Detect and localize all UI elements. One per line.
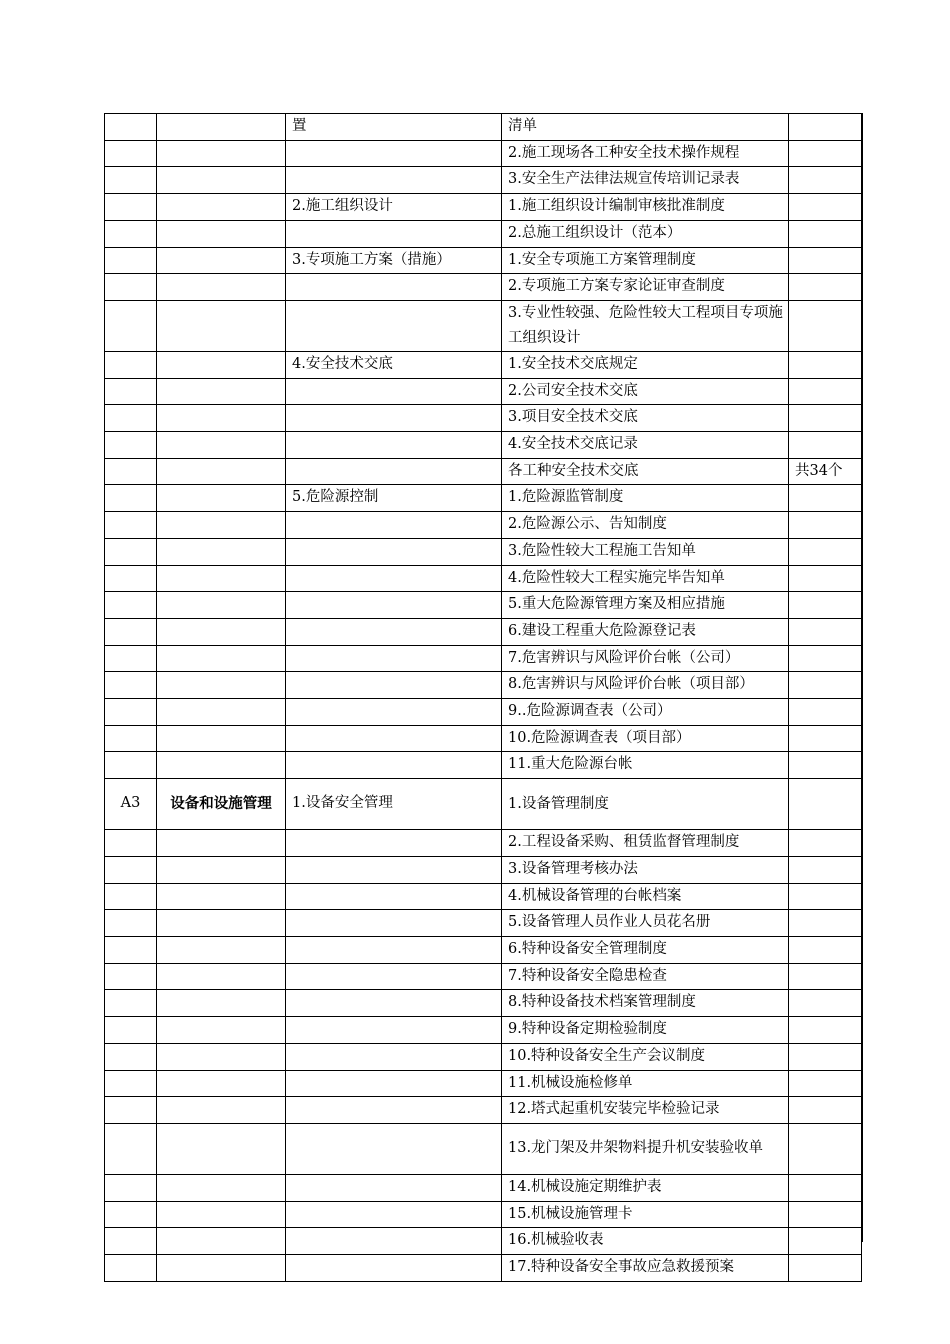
section-code-cell — [105, 220, 157, 247]
section-title-cell — [157, 752, 286, 779]
document-list-cell: 11.重大危险源台帐 — [502, 752, 789, 779]
remark-cell — [789, 1228, 862, 1255]
table-row — [105, 990, 862, 1017]
item-cell — [286, 274, 502, 301]
remark-cell — [789, 274, 862, 301]
table-row — [105, 167, 862, 194]
remark-cell — [789, 538, 862, 565]
document-list-cell: 3.项目安全技术交底 — [502, 405, 789, 432]
section-code-cell — [105, 167, 157, 194]
item-cell — [286, 405, 502, 432]
section-title-cell — [157, 565, 286, 592]
section-code-cell — [105, 672, 157, 699]
document-list-cell: 13.龙门架及井架物料提升机安装验收单 — [502, 1123, 789, 1174]
section-title-cell — [157, 1174, 286, 1201]
section-title-cell — [157, 1123, 286, 1174]
remark-cell — [789, 963, 862, 990]
remark-cell — [789, 910, 862, 937]
table-row — [105, 565, 862, 592]
remark-cell — [789, 752, 862, 779]
document-list-cell: 3.安全生产法律法规宣传培训记录表 — [502, 167, 789, 194]
section-code-cell — [105, 1174, 157, 1201]
section-title-cell — [157, 432, 286, 459]
item-cell — [286, 220, 502, 247]
section-title-cell — [157, 351, 286, 378]
document-list-cell: 10.危险源调查表（项目部） — [502, 725, 789, 752]
document-list-cell: 2.施工现场各工种安全技术操作规程 — [502, 140, 789, 167]
section-code-cell — [105, 378, 157, 405]
table-row — [105, 779, 862, 830]
section-title-cell — [157, 672, 286, 699]
table-row — [105, 485, 862, 512]
table-row — [105, 1043, 862, 1070]
section-code-cell — [105, 247, 157, 274]
section-code-cell — [105, 592, 157, 619]
item-cell — [286, 1070, 502, 1097]
document-list-cell: 10.特种设备安全生产会议制度 — [502, 1043, 789, 1070]
document-list-cell: 7.危害辨识与风险评价台帐（公司） — [502, 645, 789, 672]
remark-cell — [789, 1097, 862, 1124]
item-cell — [286, 300, 502, 351]
item-cell — [286, 1228, 502, 1255]
section-code-cell — [105, 405, 157, 432]
item-cell — [286, 618, 502, 645]
document-list-cell: 1.安全专项施工方案管理制度 — [502, 247, 789, 274]
section-code-cell — [105, 1228, 157, 1255]
item-cell — [286, 645, 502, 672]
section-title-cell — [157, 1097, 286, 1124]
table-row — [105, 432, 862, 459]
section-code-cell — [105, 830, 157, 857]
section-code-cell — [105, 351, 157, 378]
document-list-cell: 4.安全技术交底记录 — [502, 432, 789, 459]
table-row — [105, 592, 862, 619]
section-title-cell — [157, 1201, 286, 1228]
table-row — [105, 1201, 862, 1228]
section-code-cell — [105, 458, 157, 485]
remark-cell — [789, 220, 862, 247]
remark-cell — [789, 1017, 862, 1044]
section-title-cell — [157, 910, 286, 937]
item-cell: 置 — [286, 114, 502, 141]
remark-cell — [789, 1070, 862, 1097]
section-code-cell — [105, 140, 157, 167]
document-list-cell: 1.危险源监管制度 — [502, 485, 789, 512]
section-code-cell — [105, 432, 157, 459]
remark-cell — [789, 432, 862, 459]
section-title-cell — [157, 1228, 286, 1255]
document-list-cell: 14.机械设施定期维护表 — [502, 1174, 789, 1201]
section-code-cell — [105, 752, 157, 779]
table-row — [105, 1255, 862, 1282]
section-code-cell — [105, 699, 157, 726]
section-code-cell — [105, 1123, 157, 1174]
item-cell — [286, 883, 502, 910]
table-row — [105, 512, 862, 539]
document-list-cell: 6.建设工程重大危险源登记表 — [502, 618, 789, 645]
remark-cell — [789, 405, 862, 432]
item-cell — [286, 1255, 502, 1282]
item-cell — [286, 672, 502, 699]
item-cell — [286, 565, 502, 592]
table-row — [105, 752, 862, 779]
remark-cell — [789, 936, 862, 963]
remark-cell — [789, 618, 862, 645]
table-row — [105, 1174, 862, 1201]
remark-cell — [789, 485, 862, 512]
remark-cell — [789, 300, 862, 351]
document-list-cell: 6.特种设备安全管理制度 — [502, 936, 789, 963]
remark-cell — [789, 512, 862, 539]
section-code-cell — [105, 114, 157, 141]
table-row — [105, 1123, 862, 1174]
table-body — [105, 114, 862, 1282]
remark-cell — [789, 830, 862, 857]
section-code-cell — [105, 300, 157, 351]
document-list-cell: 9..危险源调查表（公司） — [502, 699, 789, 726]
item-cell — [286, 458, 502, 485]
section-title-cell — [157, 538, 286, 565]
section-title-cell — [157, 856, 286, 883]
document-list-cell: 2.公司安全技术交底 — [502, 378, 789, 405]
item-cell — [286, 990, 502, 1017]
item-cell — [286, 1097, 502, 1124]
item-cell — [286, 856, 502, 883]
section-title-cell — [157, 618, 286, 645]
item-cell — [286, 1123, 502, 1174]
section-title-cell — [157, 485, 286, 512]
section-code-cell — [105, 274, 157, 301]
document-list-cell: 清单 — [502, 114, 789, 141]
item-cell: 4.安全技术交底 — [286, 351, 502, 378]
remark-cell — [789, 378, 862, 405]
item-cell: 3.专项施工方案（措施） — [286, 247, 502, 274]
remark-cell — [789, 699, 862, 726]
document-list-cell: 15.机械设施管理卡 — [502, 1201, 789, 1228]
document-list-cell: 11.机械设施检修单 — [502, 1070, 789, 1097]
section-title-cell — [157, 114, 286, 141]
document-list-cell: 3.专业性较强、危险性较大工程项目专项施工组织设计 — [502, 300, 789, 351]
remark-cell — [789, 194, 862, 221]
remark-cell — [789, 1123, 862, 1174]
table-row — [105, 883, 862, 910]
table-right-border — [862, 113, 863, 1242]
table-row — [105, 351, 862, 378]
table-row — [105, 672, 862, 699]
table-row — [105, 1017, 862, 1044]
item-cell — [286, 752, 502, 779]
remark-cell — [789, 779, 862, 830]
document-list-cell: 3.设备管理考核办法 — [502, 856, 789, 883]
table-row — [105, 618, 862, 645]
section-code-cell — [105, 1255, 157, 1282]
section-title-cell: 设备和设施管理 — [157, 779, 286, 830]
table-row — [105, 220, 862, 247]
remark-cell — [789, 247, 862, 274]
document-table — [104, 113, 862, 1282]
remark-cell — [789, 990, 862, 1017]
section-title-cell — [157, 405, 286, 432]
section-code-cell — [105, 565, 157, 592]
item-cell — [286, 830, 502, 857]
section-title-cell — [157, 936, 286, 963]
item-cell — [286, 699, 502, 726]
section-title-cell — [157, 194, 286, 221]
table-row — [105, 405, 862, 432]
document-list-cell: 1.设备管理制度 — [502, 779, 789, 830]
section-title-cell — [157, 1255, 286, 1282]
item-cell — [286, 1017, 502, 1044]
document-list-cell: 3.危险性较大工程施工告知单 — [502, 538, 789, 565]
section-title-cell — [157, 1017, 286, 1044]
table-row — [105, 725, 862, 752]
document-list-cell: 各工种安全技术交底 — [502, 458, 789, 485]
section-title-cell — [157, 830, 286, 857]
section-code-cell — [105, 910, 157, 937]
section-title-cell — [157, 140, 286, 167]
table-row — [105, 194, 862, 221]
document-list-cell: 5.重大危险源管理方案及相应措施 — [502, 592, 789, 619]
section-title-cell — [157, 378, 286, 405]
section-title-cell — [157, 220, 286, 247]
section-title-cell — [157, 1043, 286, 1070]
item-cell — [286, 725, 502, 752]
item-cell — [286, 936, 502, 963]
section-code-cell — [105, 1070, 157, 1097]
document-list-cell: 2.专项施工方案专家论证审查制度 — [502, 274, 789, 301]
document-list-cell: 1.安全技术交底规定 — [502, 351, 789, 378]
section-title-cell — [157, 592, 286, 619]
section-code-cell — [105, 1097, 157, 1124]
document-list-cell: 12.塔式起重机安装完毕检验记录 — [502, 1097, 789, 1124]
section-code-cell — [105, 725, 157, 752]
table-row — [105, 538, 862, 565]
table-row — [105, 378, 862, 405]
item-cell — [286, 538, 502, 565]
section-title-cell — [157, 247, 286, 274]
section-code-cell — [105, 1043, 157, 1070]
item-cell — [286, 910, 502, 937]
remark-cell — [789, 672, 862, 699]
document-list-cell: 4.机械设备管理的台帐档案 — [502, 883, 789, 910]
section-title-cell — [157, 167, 286, 194]
remark-cell — [789, 167, 862, 194]
remark-cell — [789, 1255, 862, 1282]
document-list-cell: 2.工程设备采购、租赁监督管理制度 — [502, 830, 789, 857]
section-code-cell — [105, 1201, 157, 1228]
document-list-cell: 2.危险源公示、告知制度 — [502, 512, 789, 539]
table-row — [105, 910, 862, 937]
remark-cell — [789, 114, 862, 141]
table-row — [105, 1070, 862, 1097]
item-cell — [286, 140, 502, 167]
table-row — [105, 936, 862, 963]
section-code-cell — [105, 990, 157, 1017]
remark-cell: 共34个 — [789, 458, 862, 485]
remark-cell — [789, 725, 862, 752]
section-code-cell — [105, 618, 157, 645]
section-title-cell — [157, 274, 286, 301]
item-cell — [286, 1201, 502, 1228]
section-code-cell — [105, 856, 157, 883]
item-cell — [286, 1043, 502, 1070]
item-cell — [286, 167, 502, 194]
section-code-cell: A3 — [105, 779, 157, 830]
document-list-cell: 2.总施工组织设计（范本） — [502, 220, 789, 247]
table-row — [105, 458, 862, 485]
document-list-cell: 8.特种设备技术档案管理制度 — [502, 990, 789, 1017]
section-title-cell — [157, 645, 286, 672]
item-cell: 1.设备安全管理 — [286, 779, 502, 830]
section-code-cell — [105, 645, 157, 672]
table-row — [105, 645, 862, 672]
table-row — [105, 140, 862, 167]
section-title-cell — [157, 699, 286, 726]
document-list-cell: 5.设备管理人员作业人员花名册 — [502, 910, 789, 937]
remark-cell — [789, 1201, 862, 1228]
item-cell — [286, 378, 502, 405]
document-list-cell: 4.危险性较大工程实施完毕告知单 — [502, 565, 789, 592]
section-code-cell — [105, 512, 157, 539]
section-title-cell — [157, 990, 286, 1017]
table-row — [105, 1228, 862, 1255]
section-title-cell — [157, 458, 286, 485]
remark-cell — [789, 883, 862, 910]
remark-cell — [789, 565, 862, 592]
item-cell: 2.施工组织设计 — [286, 194, 502, 221]
document-list-cell: 1.施工组织设计编制审核批准制度 — [502, 194, 789, 221]
section-code-cell — [105, 485, 157, 512]
remark-cell — [789, 592, 862, 619]
remark-cell — [789, 1043, 862, 1070]
remark-cell — [789, 856, 862, 883]
item-cell — [286, 592, 502, 619]
table-row — [105, 300, 862, 351]
table-row — [105, 114, 862, 141]
document-list-cell: 8.危害辨识与风险评价台帐（项目部） — [502, 672, 789, 699]
section-title-cell — [157, 883, 286, 910]
document-list-cell: 7.特种设备安全隐患检查 — [502, 963, 789, 990]
table-row — [105, 963, 862, 990]
item-cell: 5.危险源控制 — [286, 485, 502, 512]
remark-cell — [789, 1174, 862, 1201]
section-code-cell — [105, 883, 157, 910]
item-cell — [286, 512, 502, 539]
table-row — [105, 699, 862, 726]
section-code-cell — [105, 1017, 157, 1044]
item-cell — [286, 1174, 502, 1201]
section-title-cell — [157, 300, 286, 351]
document-list-cell: 9.特种设备定期检验制度 — [502, 1017, 789, 1044]
remark-cell — [789, 140, 862, 167]
document-list-cell: 17.特种设备安全事故应急救援预案 — [502, 1255, 789, 1282]
document-list-cell: 16.机械验收表 — [502, 1228, 789, 1255]
table-row — [105, 856, 862, 883]
table-row — [105, 274, 862, 301]
section-title-cell — [157, 963, 286, 990]
remark-cell — [789, 351, 862, 378]
table-row — [105, 830, 862, 857]
section-code-cell — [105, 963, 157, 990]
section-code-cell — [105, 936, 157, 963]
section-title-cell — [157, 1070, 286, 1097]
section-title-cell — [157, 725, 286, 752]
remark-cell — [789, 645, 862, 672]
item-cell — [286, 432, 502, 459]
section-title-cell — [157, 512, 286, 539]
table-row — [105, 1097, 862, 1124]
section-code-cell — [105, 194, 157, 221]
table-row — [105, 247, 862, 274]
section-code-cell — [105, 538, 157, 565]
item-cell — [286, 963, 502, 990]
